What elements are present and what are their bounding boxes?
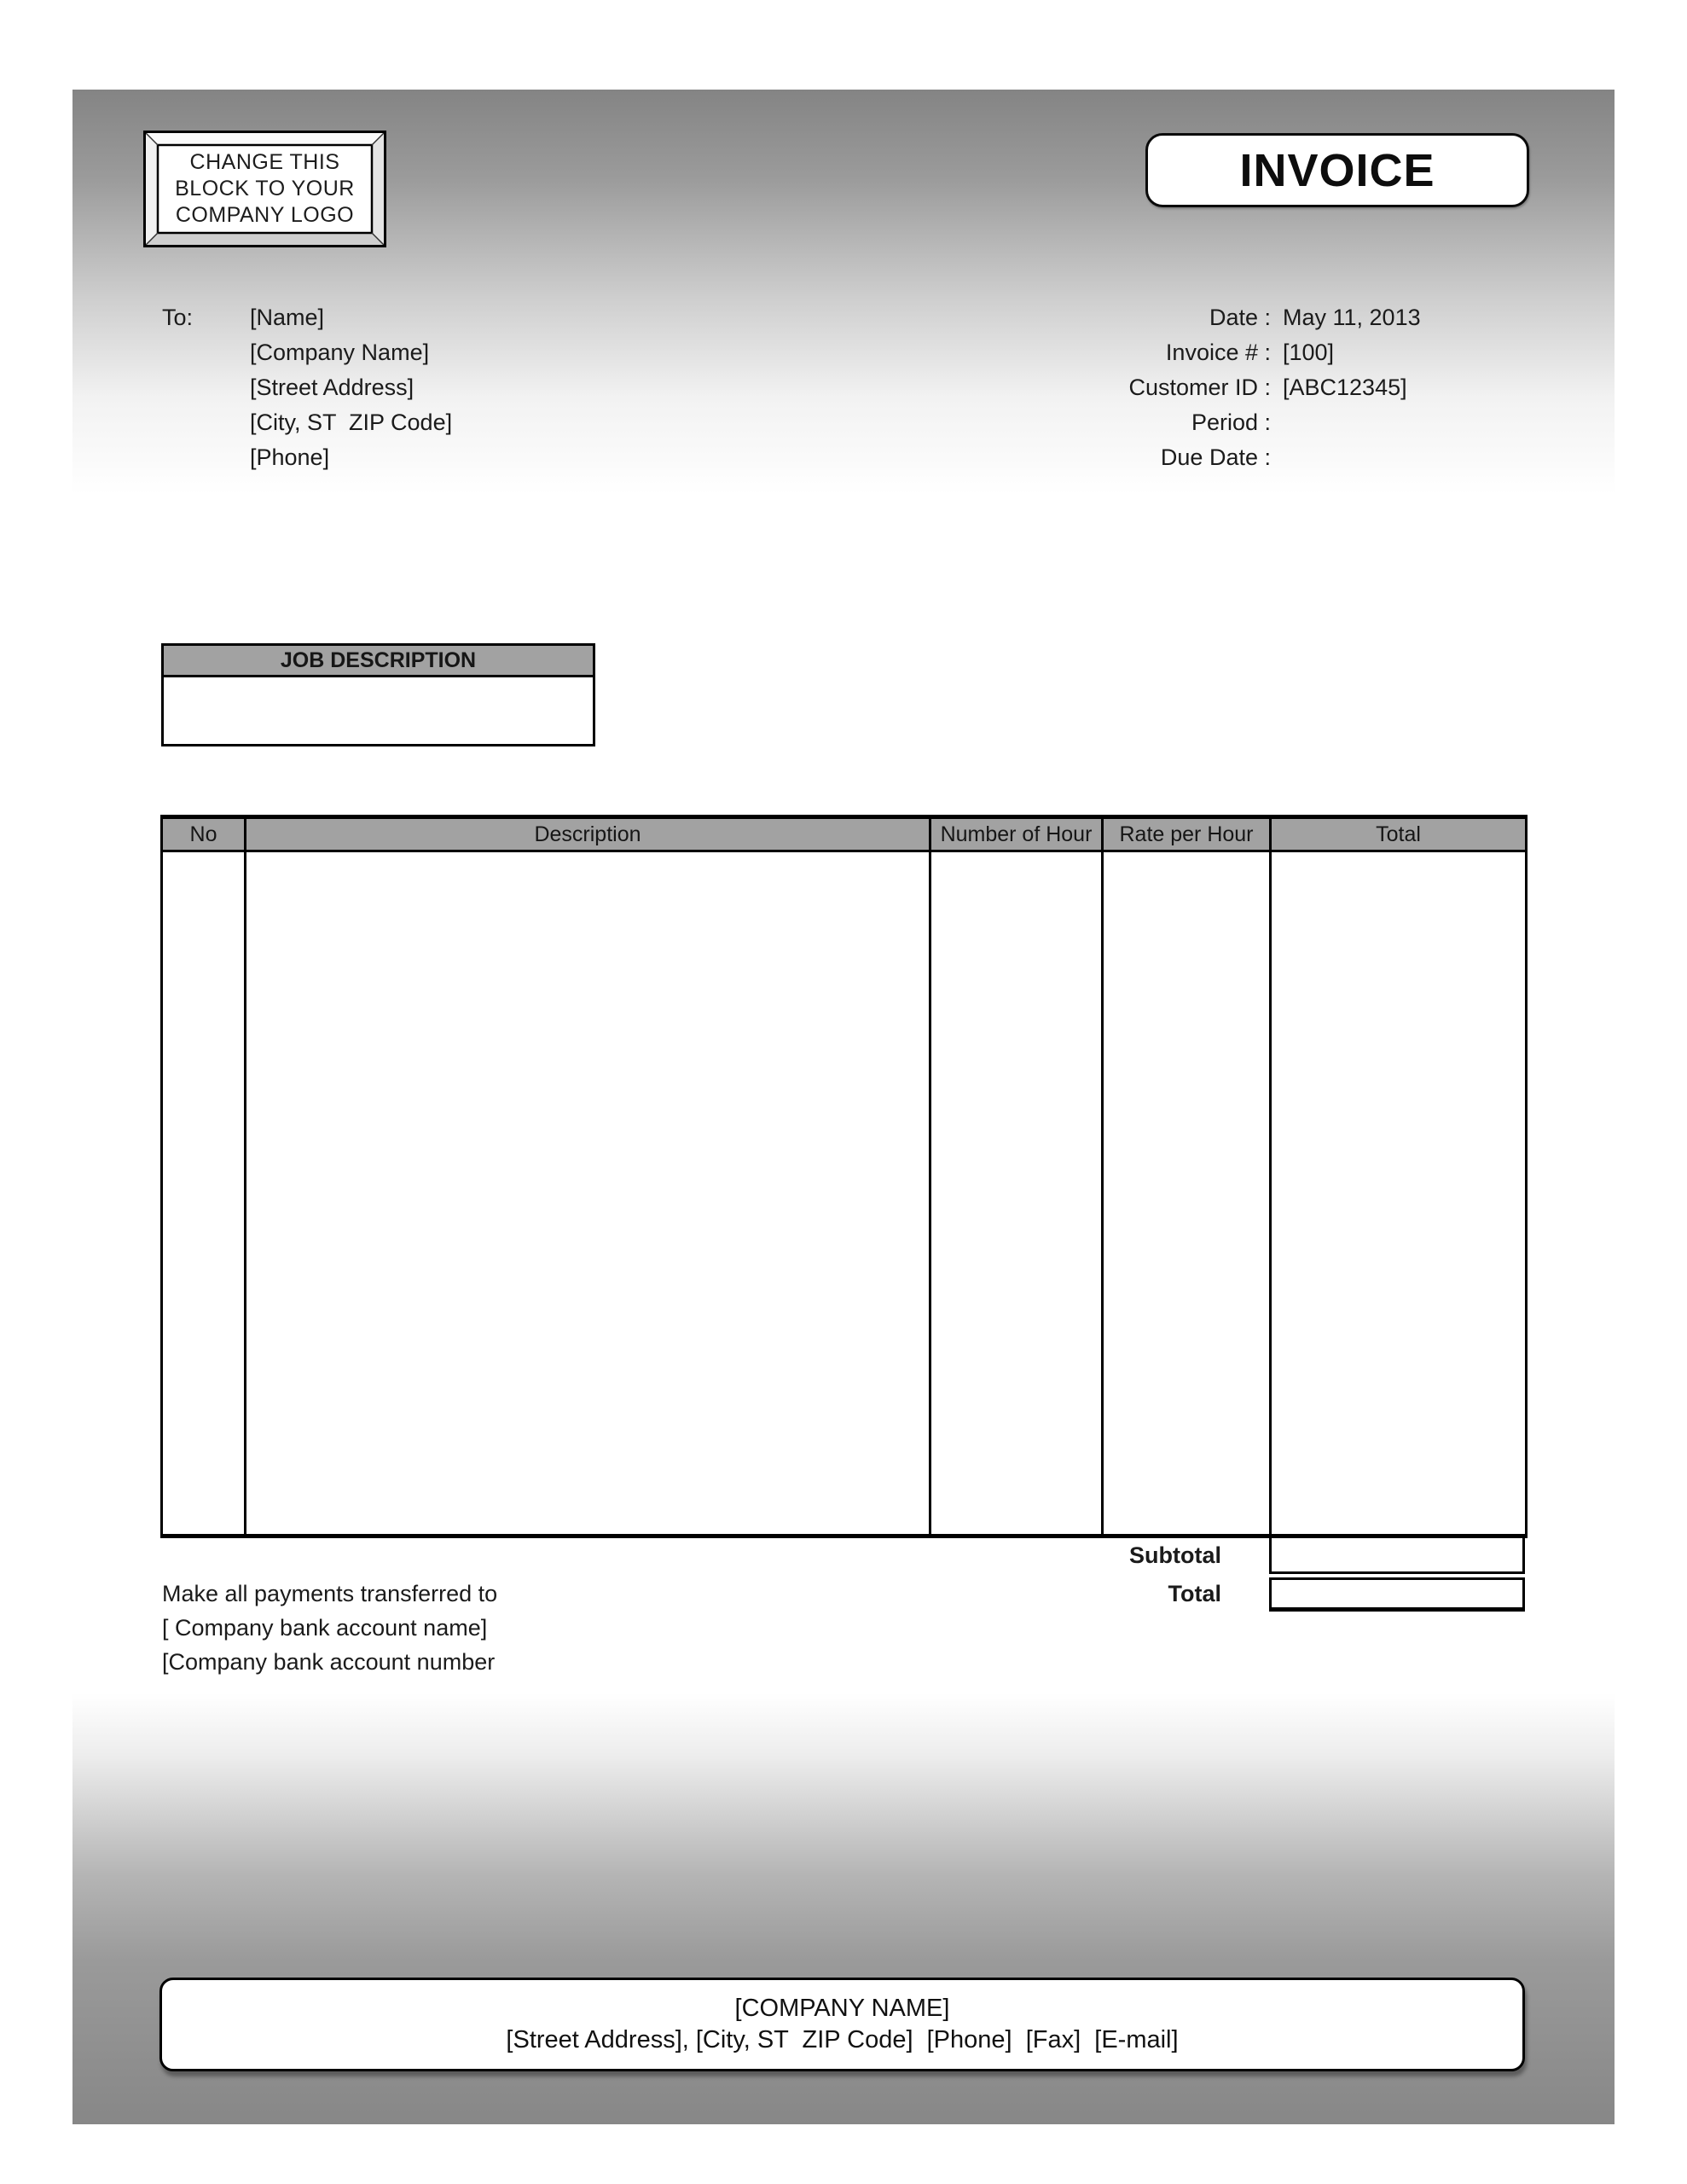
footer-company-box <box>159 1978 1525 2071</box>
page-title: INVOICE <box>1239 144 1435 196</box>
column-header-number-of-hour: Number of Hour <box>930 817 1103 851</box>
cell-total[interactable] <box>1271 851 1527 1536</box>
logo-text-line1: CHANGE THIS <box>189 150 340 174</box>
customer-id-value[interactable]: [ABC12345] <box>1283 375 1407 400</box>
column-header-rate-per-hour: Rate per Hour <box>1103 817 1271 851</box>
job-description-header: JOB DESCRIPTION <box>161 643 595 677</box>
bill-to-street[interactable]: [Street Address] <box>250 375 415 400</box>
column-header-total: Total <box>1271 817 1527 851</box>
footer-company-name: [COMPANY NAME] <box>734 1995 950 2022</box>
cell-no[interactable] <box>162 851 246 1536</box>
cell-rate-per-hour[interactable] <box>1103 851 1271 1536</box>
table-header-row <box>162 817 1527 851</box>
company-logo-placeholder[interactable] <box>143 131 386 247</box>
invoice-meta-labels <box>981 300 1271 475</box>
invoice-number-label: Invoice # : <box>1165 340 1271 365</box>
bank-account-name-line: [ Company bank account name] <box>162 1615 488 1641</box>
logo-placeholder-text <box>159 147 370 231</box>
date-value[interactable]: May 11, 2013 <box>1283 305 1421 330</box>
bill-to-name[interactable]: [Name] <box>250 305 325 330</box>
subtotal-label: Subtotal <box>1129 1542 1221 1568</box>
bill-to-phone[interactable]: [Phone] <box>250 444 330 470</box>
due-date-value[interactable] <box>1283 440 1547 475</box>
bill-to-block <box>250 300 452 475</box>
period-label: Period : <box>1191 410 1271 435</box>
customer-id-label: Customer ID : <box>1128 375 1271 400</box>
logo-text-line3: COMPANY LOGO <box>175 203 355 227</box>
total-label: Total <box>1168 1581 1221 1606</box>
cell-description[interactable] <box>246 851 930 1536</box>
invoice-number-value[interactable]: [100] <box>1283 340 1335 365</box>
table-row <box>162 851 1527 1536</box>
date-label: Date : <box>1209 305 1271 330</box>
invoice-meta-values <box>1283 300 1547 475</box>
period-value[interactable] <box>1283 405 1547 440</box>
column-header-no: No <box>162 817 246 851</box>
logo-text-line2: BLOCK TO YOUR <box>175 177 355 200</box>
cell-number-of-hour[interactable] <box>930 851 1103 1536</box>
line-items-table <box>160 815 1528 1538</box>
invoice-title-box <box>1145 133 1529 207</box>
job-description-input[interactable] <box>161 677 595 746</box>
total-value-box[interactable] <box>1269 1577 1525 1612</box>
bill-to-company[interactable]: [Company Name] <box>250 340 430 365</box>
due-date-label: Due Date : <box>1160 444 1271 470</box>
subtotal-value-box[interactable] <box>1269 1538 1525 1574</box>
payment-instruction-line: Make all payments transferred to <box>162 1581 498 1606</box>
payment-info-block <box>162 1577 497 1679</box>
bill-to-city[interactable]: [City, ST ZIP Code] <box>250 410 453 435</box>
column-header-description: Description <box>246 817 930 851</box>
footer-address-line: [Street Address], [City, ST ZIP Code] [Phone] [Fax] [E-mail] <box>506 2026 1179 2053</box>
bank-account-number-line: [Company bank account number <box>162 1649 496 1675</box>
bill-to-label: To: <box>162 305 194 330</box>
